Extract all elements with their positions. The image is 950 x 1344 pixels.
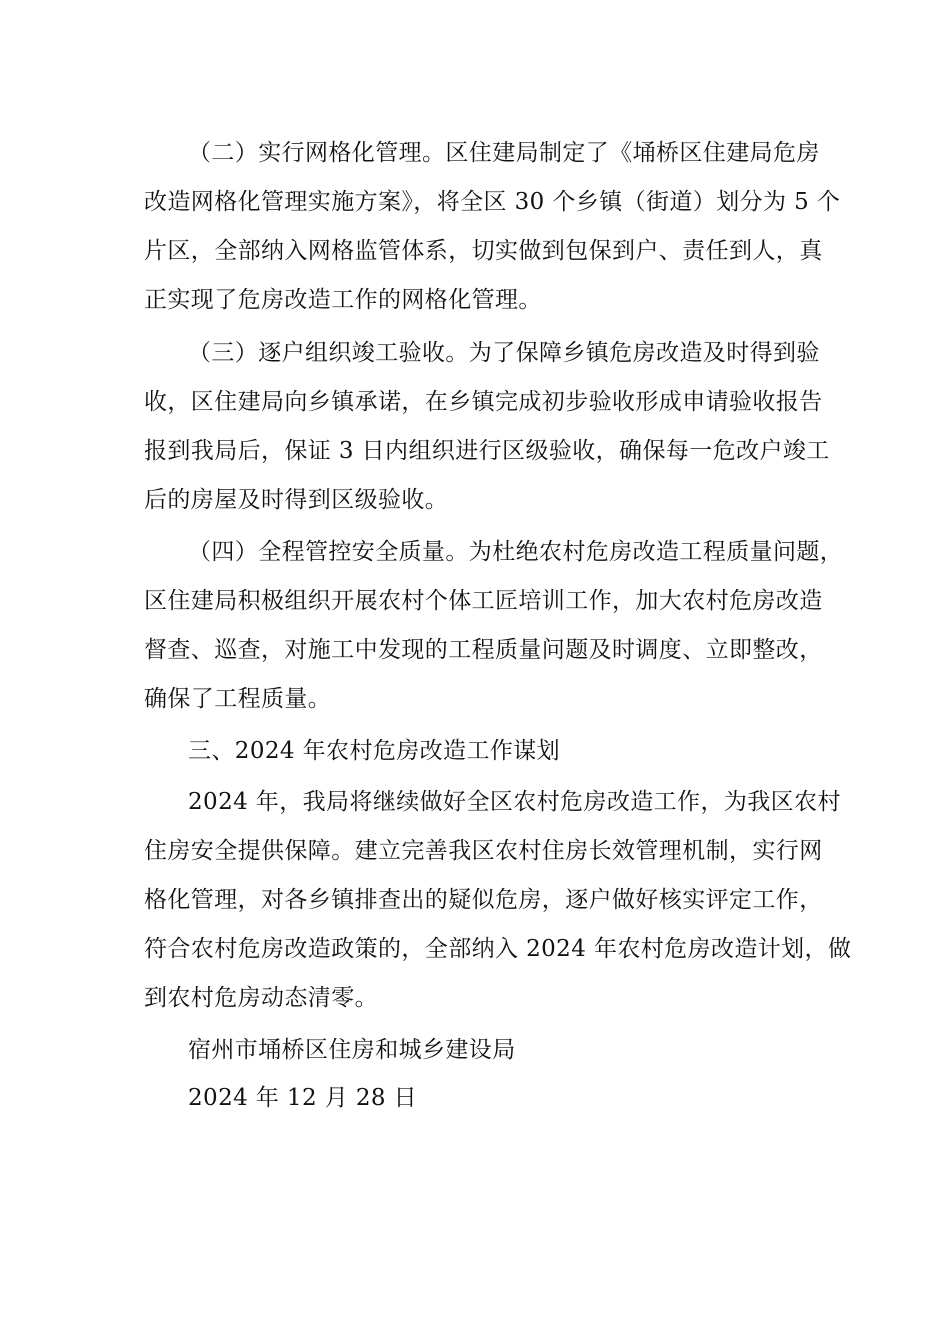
text-line: 收，区住建局向乡镇承诺，在乡镇完成初步验收形成申请验收报告 [144, 389, 823, 415]
text-line: 正实现了危房改造工作的网格化管理。 [144, 287, 542, 313]
text-line: （二）实行网格化管理。区住建局制定了《埇桥区住建局危房 [188, 140, 820, 166]
text-line: 确保了工程质量。 [144, 686, 332, 712]
text-line: 改造网格化管理实施方案》，将全区 30 个乡镇（街道）划分为 5 个 [144, 189, 841, 215]
text-line: 符合农村危房改造政策的，全部纳入 2024 年农村危房改造计划，做 [144, 936, 852, 962]
text-line: 区住建局积极组织开展农村个体工匠培训工作，加大农村危房改造 [144, 588, 823, 614]
section-heading: 三、2024 年农村危房改造工作谋划 [188, 738, 561, 764]
text-line: （三）逐户组织竣工验收。为了保障乡镇危房改造及时得到验 [188, 340, 820, 366]
text-line: 2024 年，我局将继续做好全区农村危房改造工作，为我区农村 [188, 789, 841, 815]
text-line: 格化管理，对各乡镇排查出的疑似危房，逐户做好核实评定工作， [144, 887, 823, 913]
text-line: 到农村危房动态清零。 [144, 985, 378, 1011]
signature-org: 宿州市埇桥区住房和城乡建设局 [188, 1037, 516, 1063]
signature-date: 2024 年 12 月 28 日 [188, 1085, 418, 1111]
text-line: 后的房屋及时得到区级验收。 [144, 487, 449, 513]
text-line: 住房安全提供保障。建立完善我区农村住房长效管理机制，实行网 [144, 838, 823, 864]
text-line: 报到我局后，保证 3 日内组织进行区级验收，确保每一危改户竣工 [144, 438, 830, 464]
text-line: 督查、巡查，对施工中发现的工程质量问题及时调度、立即整改， [144, 637, 823, 663]
text-line: 片区，全部纳入网格监管体系，切实做到包保到户、责任到人，真 [144, 238, 823, 264]
text-line: （四）全程管控安全质量。为杜绝农村危房改造工程质量问题， [188, 539, 844, 565]
